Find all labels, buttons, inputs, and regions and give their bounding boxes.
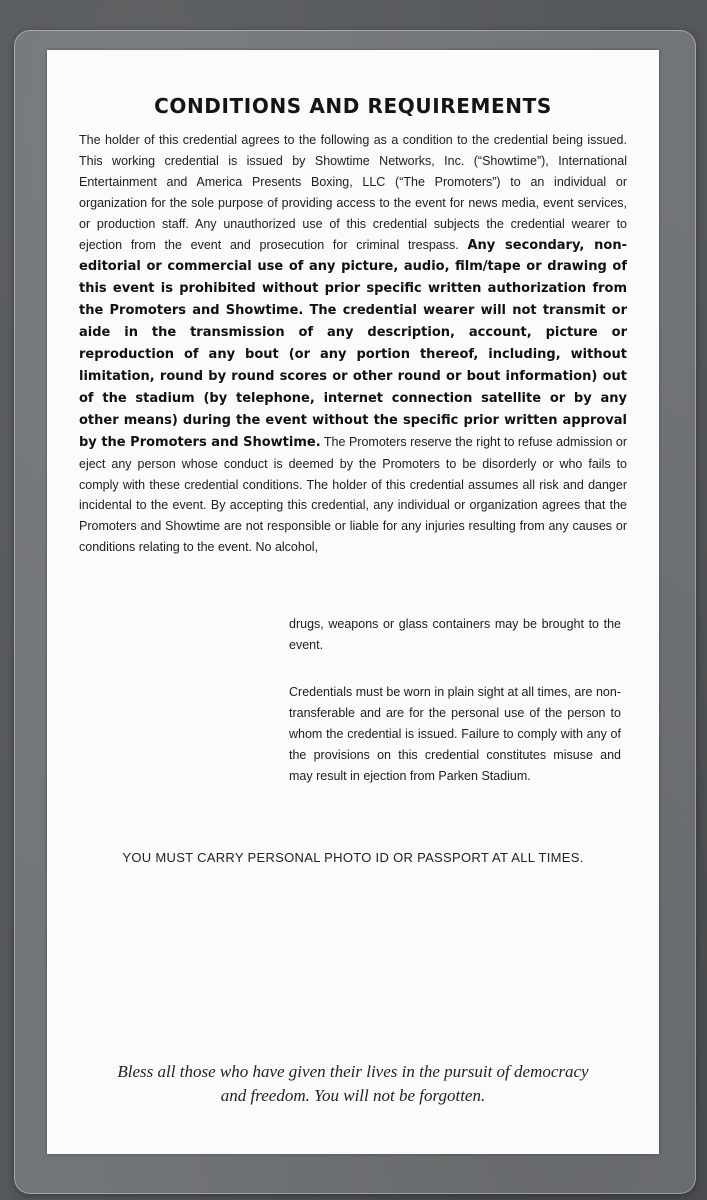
intro-text: The holder of this credential agrees to the following as a condition to the credential being issued. This working credential is issued by Showtime Networks, Inc. (“Showtime”), International Entertainment and America Presents Boxing, LLC (“The Promoters”) to an individual or organization for the sole purpose of providing access to the event for news media, event services, or production staff. Any unauthorized use of this credential subjects the credential wearer to ejection from the event and prosecution for criminal trespass.: [79, 133, 627, 252]
credentials-paragraph: Credentials must be worn in plain sight at all times, are non-transferable and are for the personal use of the person to whom the credential is issued. Failure to comply with any of the provisions on this credential constitutes misuse and may result in ejection from Parken Stadium.: [289, 685, 621, 783]
dedication-text: Bless all those who have given their lives in the pursuit of democracy and freedom. You will not be forgotten.: [117, 1062, 589, 1105]
id-notice: YOU MUST CARRY PERSONAL PHOTO ID OR PASSPORT AT ALL TIMES.: [122, 850, 584, 865]
conditions-paragraph: [79, 130, 627, 558]
card-title: CONDITIONS AND REQUIREMENTS: [154, 94, 552, 118]
bold-clause: Any secondary, non-editorial or commercial use of any picture, audio, film/tape or drawing of this event is prohibited without prior specific written authorization from the Promoters and Showtime. The credential wearer will not transmit or aide in the transmission of any description, account, picture or reproduction of any bout (or any portion thereof, including, without limitation, round by round scores or other round or bout information) out of the stadium (by telephone, internet connection satellite or by any other means) during the event without the specific prior written approval by the Promoters and Showtime.: [79, 237, 627, 450]
prohibited-items-text: drugs, weapons or glass containers may be brought to the event.: [289, 617, 621, 652]
credential-card: [47, 50, 659, 1154]
conduct-text: The Promoters reserve the right to refuse admission or eject any person whose conduct is deemed by the Promoters to be disorderly or who fails to comply with these credential conditions. The holder of this credential assumes all risk and danger incidental to the event. By accepting this credential, any individual or organization agrees that the Promoters and Showtime are not responsible or liable for any injuries resulting from any causes or conditions relating to the event. No alcohol,: [79, 434, 628, 555]
